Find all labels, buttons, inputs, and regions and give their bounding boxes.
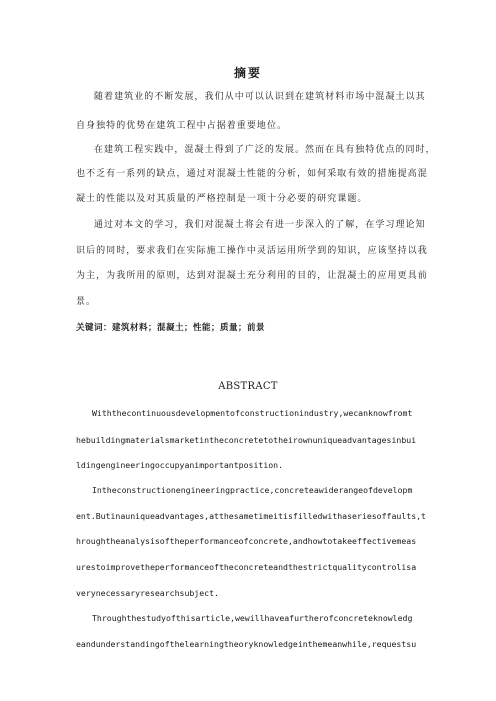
chinese-para-1-line-1: 随着建筑业的不断发展，我们从中可以认识到在建筑材料市场中混凝土以其 bbox=[94, 92, 426, 102]
chinese-para-1-line-2: 自身独特的优势在建筑工程中占据着重要地位。 bbox=[76, 121, 288, 131]
english-para-3-line-2: eandunderstandingofthelearningtheoryknowledgeinthemeanwhile,requestsu bbox=[76, 639, 417, 649]
english-para-1-line-1: Withthecontinuousdevelopmentofconstructionindustry,wecanknowfromt bbox=[92, 408, 413, 418]
chinese-para-3-line-4: 景。 bbox=[76, 297, 97, 307]
english-abstract-title: ABSTRACT bbox=[218, 381, 278, 392]
chinese-para-2-line-2: 也不乏有一系列的缺点，通过对混凝土性能的分析，如何采取有效的措施提高混 bbox=[76, 169, 428, 179]
chinese-para-3-line-1: 通过对本文的学习，我们对混凝土将会有进一步深入的了解，在学习理论知 bbox=[94, 220, 426, 230]
english-para-1-line-2: hebuildingmaterialsmarketintheconcretetotheirownuniqueadvantagesinbui bbox=[76, 435, 417, 445]
chinese-para-3-line-2: 识后的同时，要求我们在实际施工操作中灵活运用所学到的知识，应该坚持以我 bbox=[76, 246, 428, 256]
english-para-2-line-2: ent.Butinauniqueadvantages,atthesametimeitisfilledwithaseriesoffaults,t bbox=[76, 511, 426, 521]
chinese-para-2-line-1: 在建筑工程实践中，混凝土得到了广泛的发展。然而在具有独特优点的同时， bbox=[94, 145, 436, 155]
english-para-3-line-1: Throughthestudyofthisarticle,wewillhaveafurtherofconcreteknowledg bbox=[92, 613, 413, 623]
english-para-2-line-5: verynecessaryresearchsubject. bbox=[76, 588, 219, 598]
english-para-1-line-3: ldingengineeringoccupyanimportantposition. bbox=[76, 460, 284, 470]
english-para-2-line-4: urestoimprovetheperformanceoftheconcreteandthestrictqualitycontrolisa bbox=[76, 562, 417, 572]
chinese-para-3-line-3: 为主，为我所用的原则，达到对混凝土充分利用的目的，让混凝土的应用更具前 bbox=[76, 271, 428, 281]
chinese-abstract-title: 摘要 bbox=[233, 66, 262, 80]
chinese-keywords: 关键词：建筑材料；混凝土；性能；质量；前景 bbox=[76, 323, 266, 333]
english-para-2-line-3: hroughtheanalysisoftheperformanceofconcrete,andhowtotakeeffectivemeas bbox=[76, 536, 417, 546]
chinese-para-2-line-3: 凝土的性能以及对其质量的严格控制是一项十分必要的研究课题。 bbox=[76, 194, 368, 204]
english-para-2-line-1: Intheconstructionengineeringpractice,concreteawiderangeofdevelopm bbox=[92, 485, 413, 495]
